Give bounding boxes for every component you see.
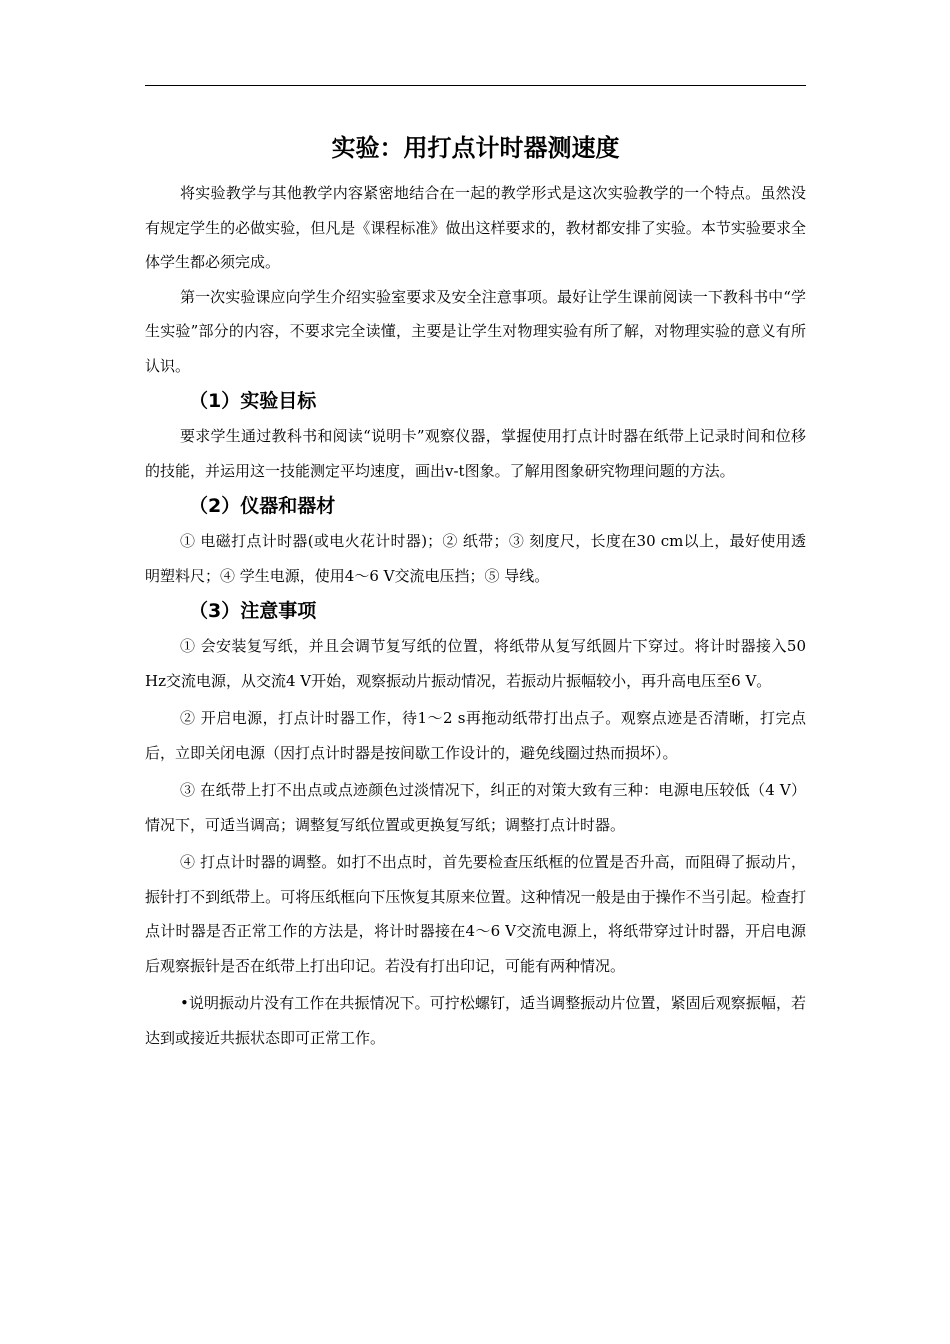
- section-heading-objectives: （1）实验目标: [189, 390, 317, 412]
- document-body: [145, 128, 806, 1055]
- header-rule: [145, 85, 806, 86]
- section-heading-equipment: （2）仪器和器材: [189, 495, 336, 517]
- precaution-item-2: ② 开启电源，打点计时器工作，待1～2 s再拖动纸带打出点子。观察点迹是否清晰，打完点后，立即关闭电源（因打点计时器是按间歇工作设计的，避免线圈过热而损坏）。: [145, 709, 806, 762]
- precaution-item-3: ③ 在纸带上打不出点或点迹颜色过淡情况下，纠正的对策大致有三种：电源电压较低（4 V）情况下，可适当调高；调整复写纸位置或更换复写纸；调整打点计时器。: [145, 781, 806, 834]
- intro-paragraph-1: 将实验教学与其他教学内容紧密地结合在一起的教学形式是这次实验教学的一个特点。虽然没有规定学生的必做实验，但凡是《课程标准》做出这样要求的，教材都安排了实验。本节实验要求全体学生都必须完成。: [145, 184, 806, 271]
- page-title: 实验：用打点计时器测速度: [331, 134, 620, 162]
- intro-paragraph-2: 第一次实验课应向学生介绍实验室要求及安全注意事项。最好让学生课前阅读一下教科书中“学生实验”部分的内容，不要求完全读懂，主要是让学生对物理实验有所了解，对物理实验的意义有所认识。: [145, 287, 806, 375]
- precaution-item-4: ④ 打点计时器的调整。如打不出点时，首先要检查压纸框的位置是否升高，而阻碍了振动片，振针打不到纸带上。可将压纸框向下压恢复其原来位置。这种情况一般是由于操作不当引起。检查打点计时器是否正常工作的方法是，将计时器接在4～6 V交流电源上，将纸带穿过计时器，开启电源后观察振针是否在纸带上打出印记。若没有打出印记，可能有两种情况。: [145, 853, 806, 975]
- section-heading-precautions: （3）注意事项: [189, 600, 317, 622]
- precaution-item-1: ① 会安装复写纸，并且会调节复写纸的位置，将纸带从复写纸圆片下穿过。将计时器接入50 Hz交流电源，从交流4 V开始，观察振动片振动情况，若振动片振幅较小，再升高电压至6 V。: [145, 637, 806, 690]
- precaution-bullet: •说明振动片没有工作在共振情况下。可拧松螺钉，适当调整振动片位置，紧固后观察振幅，若达到或接近共振状态即可正常工作。: [145, 994, 806, 1047]
- equipment-paragraph: ① 电磁打点计时器(或电火花计时器)；② 纸带；③ 刻度尺，长度在30 cm以上，最好使用透明塑料尺；④ 学生电源，使用4～6 V交流电压挡；⑤ 导线。: [145, 532, 806, 585]
- objectives-paragraph: 要求学生通过教科书和阅读“说明卡”观察仪器，掌握使用打点计时器在纸带上记录时间和位移的技能，并运用这一技能测定平均速度，画出v-t图象。了解用图象研究物理问题的方法。: [145, 427, 806, 480]
